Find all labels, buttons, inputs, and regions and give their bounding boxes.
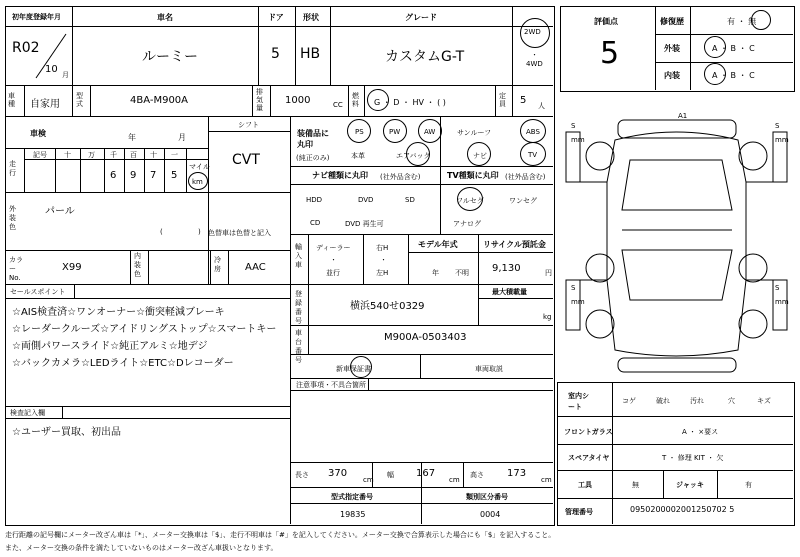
equip-sunroof: サンルーフ (457, 129, 492, 137)
first-reg-header: 初年度登録年月 (12, 13, 61, 21)
inspection-label: 車検 (30, 129, 46, 138)
length-unit: cm (363, 476, 374, 484)
equip-tv: TV (528, 151, 538, 159)
capacity-value: 5 (520, 95, 527, 106)
color-note-open: ( (160, 228, 163, 236)
color-value: パール (45, 206, 75, 217)
equipment-title: 装備品に丸印 (297, 129, 329, 149)
inspector-label: 検査記入欄 (10, 409, 45, 417)
navi-dvd-play: DVD 再生可 (345, 220, 384, 228)
inspection-month: 月 (178, 133, 186, 142)
model-label: 型式 (76, 92, 83, 108)
equip-aw-circle (418, 119, 442, 143)
mileage-digit-1: 5 (171, 170, 178, 181)
model-year-label: モデル年式 (418, 240, 458, 249)
length-value: 370 (328, 468, 348, 479)
car-body-diagram (560, 100, 793, 380)
navi-hdd: HDD (306, 196, 323, 204)
tv-analog: アナログ (453, 220, 481, 228)
mileage-header-1: 一 (171, 151, 178, 159)
tv-title: TV種類に丸印 (447, 171, 499, 180)
tools-label: 工具 (578, 481, 592, 489)
mileage-header-100: 百 (130, 151, 137, 159)
diagram-mm-rear-left: mm (571, 298, 585, 306)
interior-color-label: 内装色 (134, 252, 141, 278)
import-left: 左H (376, 269, 389, 277)
shift-value: CVT (232, 152, 260, 168)
capacity-label: 定員 (499, 92, 506, 108)
height-value: 173 (507, 468, 527, 479)
mileage-digit-10: 7 (150, 170, 157, 181)
sales-point-line-2: ☆レーダークルーズ☆アイドリングストップ☆スマートキー (12, 324, 277, 335)
repair-history-label: 修復歴 (660, 17, 684, 26)
navi-title: ナビ種類に丸印 (312, 171, 368, 180)
registration-value: 横浜540せ0329 (350, 301, 425, 312)
category-value: 自家用 (30, 99, 60, 110)
import-dot-1: ・ (330, 256, 337, 264)
evaluation-score: 5 (600, 36, 620, 71)
displacement-value: 1000 (285, 95, 311, 106)
length-label: 長さ (295, 471, 309, 479)
glass-value: A ・ ×要ス (682, 428, 719, 436)
shape-header: 形状 (303, 13, 319, 22)
class-number-label: 類別区分番号 (466, 493, 508, 501)
mileage-header-10k: 万 (88, 151, 95, 159)
equip-abs-circle (520, 119, 546, 143)
evaluation-label: 評価点 (594, 17, 618, 26)
navi-note: (社外品含む) (380, 173, 421, 181)
equip-pw: PW (389, 128, 401, 136)
width-value: 167 (416, 468, 436, 479)
ac-label: 冷房 (214, 256, 221, 273)
exterior-label: 外装 (664, 44, 680, 53)
sales-points-label: セールスポイント (10, 288, 66, 296)
displacement-unit: CC (333, 101, 343, 109)
interior-grade: A ・ B ・ C (712, 71, 755, 80)
chassis-value: M900A-0503403 (384, 332, 467, 343)
equip-ps-circle (347, 119, 371, 143)
shape-value: HB (300, 46, 321, 62)
sales-point-line-1: ☆AIS検査済☆ワンオーナー☆衝突軽減ブレーキ (12, 307, 225, 318)
equip-navi-circle (467, 142, 491, 166)
mileage-digit-100: 9 (130, 170, 137, 181)
displacement-label: 排気量 (256, 88, 263, 112)
repair-none-circle (751, 10, 771, 30)
color-note-close: ) (198, 228, 201, 236)
inspector-line: ☆ユーザー買取、初出品 (12, 427, 121, 438)
tools-value: 無 (632, 481, 639, 489)
jack-value: 有 (745, 481, 752, 489)
footer-note-2: また、メーター交換の条件を満たしていないものはメーター改ざん車扱いとなります。 (5, 544, 278, 552)
equip-leather: 本革 (351, 152, 365, 160)
seat-scratch: キズ (757, 397, 771, 405)
diagram-mm-rear-right: mm (775, 298, 789, 306)
spare-label: スペアタイヤ (568, 454, 610, 462)
import-label: 輸入車 (295, 243, 302, 269)
mileage-digit-1k: 6 (110, 170, 117, 181)
diagram-s-front-right: S (775, 122, 780, 130)
color-note: 色替車は色替と記入 (208, 229, 271, 237)
doors-header: ドア (268, 13, 284, 22)
width-label: 幅 (387, 471, 394, 479)
recycle-unit: 円 (545, 269, 552, 277)
seat-tear: 破れ (656, 397, 670, 405)
sales-point-line-4: ☆バックカメラ☆LEDライト☆ETC☆Dレコーダー (12, 358, 234, 369)
equip-airbag: エアバック (396, 152, 431, 160)
tv-oneseg: ワンセグ (509, 197, 537, 205)
drive-2wd: 2WD (524, 28, 541, 36)
seat-hole: 穴 (728, 397, 735, 405)
seat-label: 室内シート (568, 392, 589, 411)
repair-options: 有 ・ 無 (727, 17, 757, 26)
sales-point-line-3: ☆両側パワースライド☆純正アルミ☆地デジ (12, 341, 208, 352)
jack-label: ジャッキ (676, 481, 704, 489)
tv-fullseg: フルセグ (456, 197, 484, 205)
diagram-mm-front-right: mm (775, 136, 789, 144)
footer-note-1: 走行距離の記号欄にメーター改ざん車は「*」、メーター交換車は「$」、走行不明車は「#」を記入してください。メーター交換で合算表示した場合にも「$」を記入すること。 (5, 531, 556, 539)
category-label: 車種 (8, 92, 15, 108)
grade-header: グレード (405, 13, 437, 22)
equipment-subtitle: (純正のみ) (296, 154, 330, 162)
management-value: 0950200002001250702 5 (630, 505, 735, 514)
diagram-s-front-left: S (571, 122, 576, 130)
notes-label: 注意事項・不具合箇所 (296, 381, 366, 389)
equip-airbag-circle (406, 142, 430, 166)
diagram-mm-front-left: mm (571, 136, 585, 144)
mileage-label: 走行 (9, 160, 16, 177)
exterior-grade: A ・ B ・ C (712, 44, 755, 53)
diagram-s-rear-left: S (571, 284, 576, 292)
main-sheet (5, 6, 555, 526)
navi-dvd: DVD (358, 196, 374, 204)
new-car-warranty: 新車保証書 (336, 365, 371, 373)
max-load-label: 最大積載量 (492, 288, 527, 296)
tv-fullseg-circle (457, 187, 483, 211)
car-name-header: 車名 (157, 13, 173, 22)
color-no-value: X99 (62, 262, 82, 273)
mileage-km: km (192, 178, 203, 186)
registration-label: 登録番号 (295, 290, 302, 325)
drive-4wd: 4WD (526, 60, 543, 68)
color-label: 外装色 (9, 205, 16, 231)
equip-navi: ナビ (473, 152, 487, 160)
mileage-header-mark: 記号 (33, 151, 47, 159)
import-right: 右H (376, 244, 389, 252)
type-number-value: 19835 (340, 510, 366, 519)
exterior-a-circle (704, 36, 726, 58)
spare-value: T ・ 修理 KIT ・ 欠 (662, 454, 724, 462)
recycle-label: リサイクル預託金 (483, 240, 546, 249)
height-unit: cm (541, 476, 552, 484)
mileage-header-10: 十 (150, 151, 157, 159)
year-era: R02 (12, 40, 40, 56)
color-no-label: カラーNo. (9, 256, 23, 282)
interior-a-circle (704, 63, 726, 85)
mileage-km-circle (188, 172, 208, 190)
capacity-unit: 人 (538, 102, 545, 110)
height-label: 高さ (470, 471, 484, 479)
max-load-unit: kg (543, 313, 552, 321)
width-unit: cm (449, 476, 460, 484)
equip-pw-circle (383, 119, 407, 143)
inspection-year: 年 (128, 133, 136, 142)
tv-note: (社外品含む) (505, 173, 546, 181)
diagram-a1: A1 (678, 112, 688, 120)
reg-month-unit: 月 (62, 71, 69, 79)
car-manual: 車両取説 (475, 365, 503, 373)
fuel-g-circle (367, 89, 389, 111)
class-number-value: 0004 (480, 510, 501, 519)
import-parallel: 並行 (326, 269, 340, 277)
equip-tv-circle (520, 142, 546, 166)
interior-label: 内装 (664, 71, 680, 80)
model-value: 4BA-M900A (130, 95, 189, 106)
mileage-mile: マイル (189, 163, 210, 171)
drive-dot: ・ (531, 51, 538, 59)
equip-aw: AW (424, 128, 436, 136)
equip-ps: PS (355, 128, 364, 136)
reg-month: 10 (45, 64, 58, 75)
import-dealer: ディーラー (316, 244, 351, 252)
model-year-value: 不明 (455, 269, 469, 277)
management-label: 管理番号 (565, 508, 593, 516)
diagram-s-rear-right: S (775, 284, 780, 292)
navi-sd: SD (405, 196, 415, 204)
shift-label: シフト (238, 121, 259, 129)
seat-burn: コゲ (622, 397, 636, 405)
seat-stain: 汚れ (690, 397, 704, 405)
equip-abs: ABS (526, 128, 540, 136)
glass-label: フロントガラス (564, 428, 613, 436)
recycle-value: 9,130 (492, 263, 521, 274)
fuel-options: G ・ D ・ HV ・ ( ) (374, 98, 446, 107)
mileage-header-10m: 十 (64, 151, 71, 159)
car-name: ルーミー (142, 49, 198, 65)
ac-value: AAC (245, 262, 266, 273)
navi-cd: CD (310, 219, 321, 227)
fuel-label: 燃料 (352, 92, 359, 108)
model-year-unit: 年 (432, 269, 439, 277)
new-car-warranty-circle (350, 356, 372, 378)
import-dot-2: ・ (380, 256, 387, 264)
type-number-label: 型式指定番号 (331, 493, 373, 501)
mileage-header-1k: 千 (110, 151, 117, 159)
doors-value: 5 (271, 46, 280, 62)
chassis-label: 車台番号 (295, 329, 302, 364)
grade-value: カスタムG-T (385, 49, 465, 65)
